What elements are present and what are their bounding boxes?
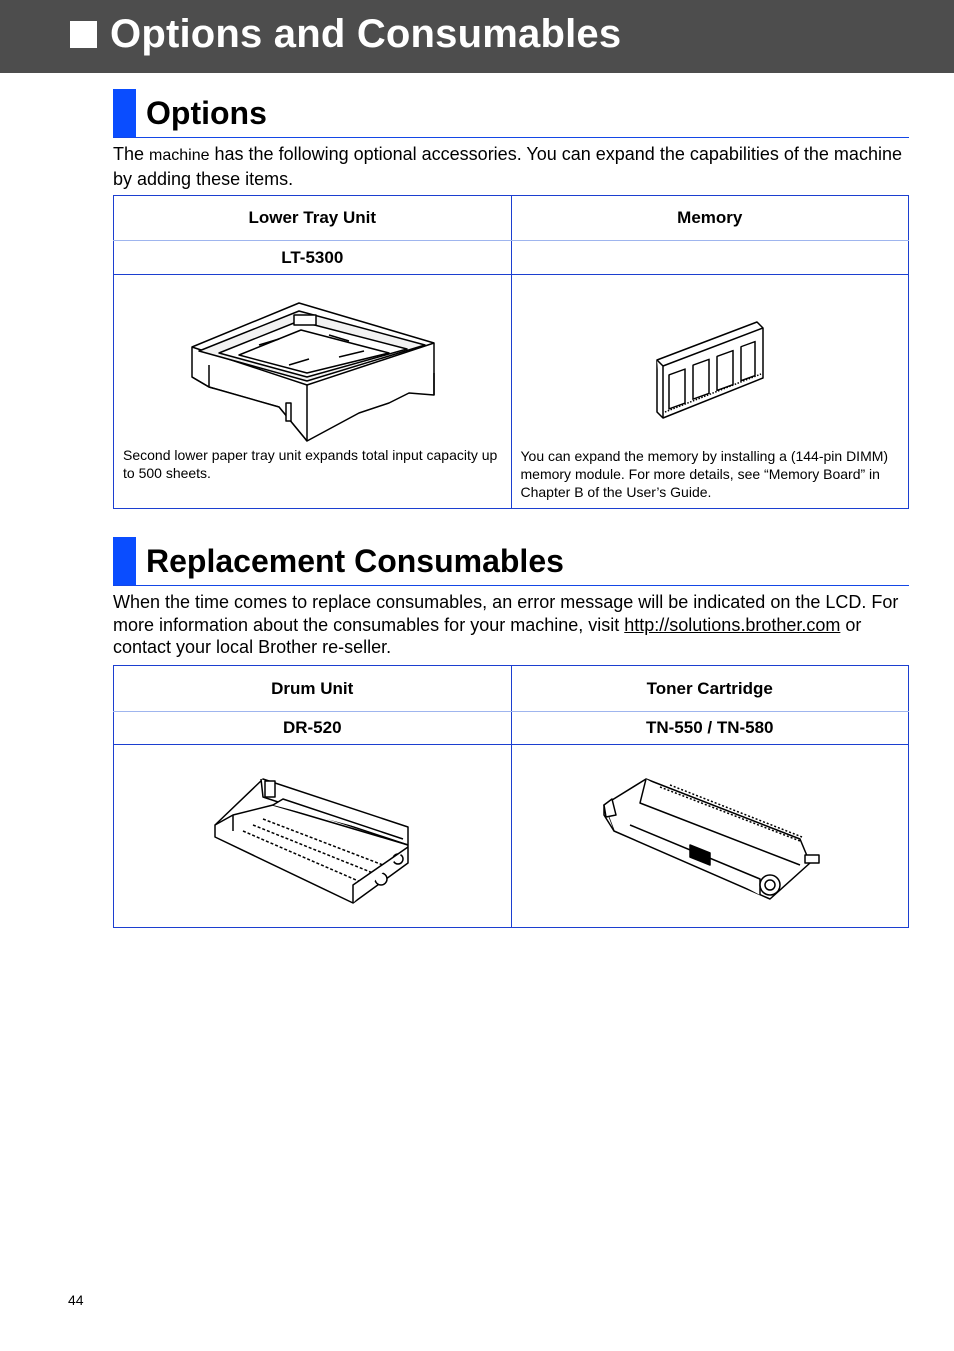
memory-description: You can expand the memory by installing a (144-pin DIMM) memory module. For more details, see “Memory Board” in Chapter B of the User’s Guide.	[520, 448, 889, 500]
options-intro-machine: machine	[149, 147, 210, 164]
toner-cartridge-model: TN-550 / TN-580	[511, 712, 909, 745]
lower-tray-cell	[114, 275, 512, 509]
consumables-intro-text: When the time comes to replace consumables, an error message will be indicated on the LCD. For more information about the consumables for your machine, visit	[113, 592, 899, 635]
consumables-heading: Replacement Consumables	[146, 543, 564, 579]
options-section-heading	[113, 89, 909, 138]
solutions-link[interactable]: http://solutions.brother.com	[624, 614, 841, 635]
drum-unit-illustration-icon	[213, 775, 413, 905]
drum-unit-header: Drum Unit	[114, 666, 512, 712]
consumables-intro-text-2: or contact your local Brother re-seller.	[113, 614, 862, 657]
options-intro-text-2: has the following optional accessories. You can expand the capabilities of the machine by adding these items.	[113, 144, 902, 189]
consumables-intro	[113, 591, 913, 659]
page-title: Options and Consumables	[110, 12, 622, 56]
consumables-section-heading	[113, 537, 909, 586]
page-number: 44	[68, 1292, 84, 1308]
drum-unit-model: DR-520	[114, 712, 512, 745]
lower-tray-illustration-icon	[189, 295, 437, 443]
options-table	[113, 195, 909, 509]
drum-unit-cell	[114, 745, 512, 928]
toner-cartridge-illustration-icon	[600, 775, 822, 903]
memory-cell	[511, 275, 909, 509]
memory-model	[511, 241, 909, 275]
section-marker	[113, 89, 136, 137]
toner-cartridge-cell	[511, 745, 909, 928]
toner-cartridge-header: Toner Cartridge	[511, 666, 909, 712]
lower-tray-header: Lower Tray Unit	[114, 196, 512, 241]
options-intro-text: The	[113, 144, 150, 164]
lower-tray-model: LT-5300	[114, 241, 512, 275]
page-header-bar	[0, 0, 954, 73]
options-heading: Options	[146, 95, 267, 131]
header-square-icon	[70, 21, 97, 48]
consumables-table	[113, 665, 909, 928]
section-marker	[113, 537, 136, 585]
memory-module-illustration-icon	[655, 320, 765, 420]
options-intro	[113, 143, 913, 190]
memory-header: Memory	[511, 196, 909, 241]
lower-tray-description: Second lower paper tray unit expands total input capacity up to 500 sheets.	[123, 447, 498, 481]
